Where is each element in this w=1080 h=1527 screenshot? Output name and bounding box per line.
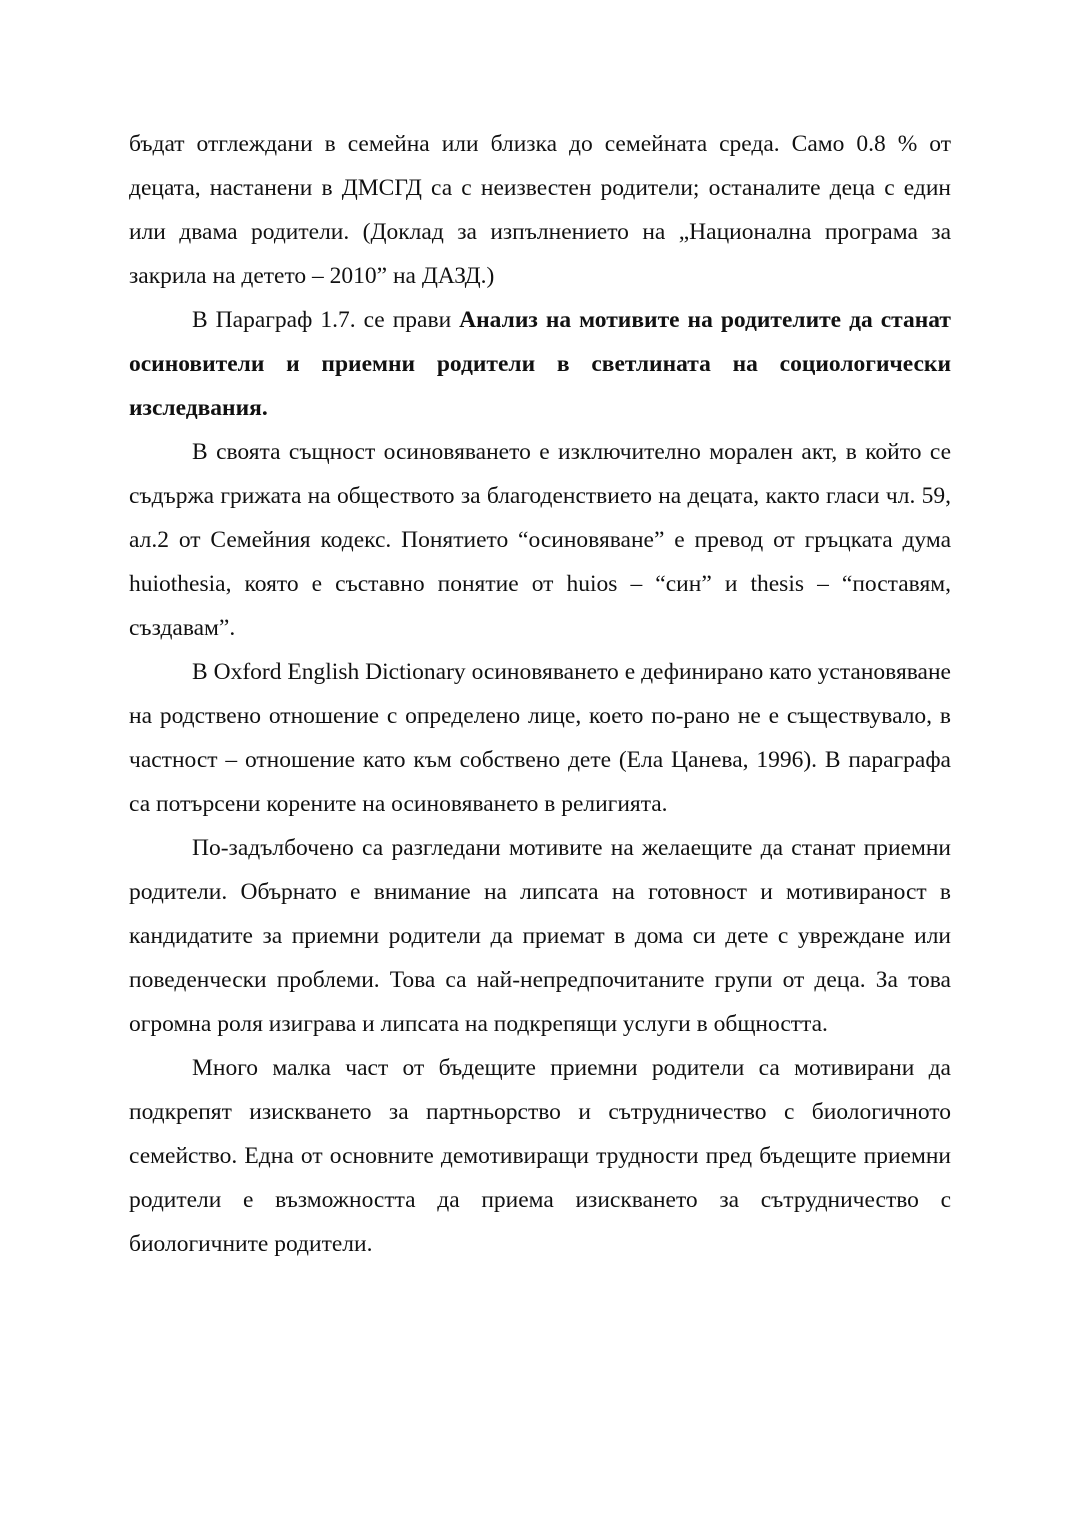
paragraph-2-lead: В Параграф 1.7. се прави xyxy=(192,307,460,333)
paragraph-4: В Oxford English Dictionary осиновяването е дефинирано като установяване на родствено отношение с определено лице, което по-рано не е съществувало, в частност – отношение като към собствено дете (Ела Цанева, 1996). В параграфа са потърсени корените на осиновяването в религията. xyxy=(129,659,951,817)
paragraph-6: Много малка част от бъдещите приемни родители са мотивирани да подкрепят изискването за партньорство и сътрудничество с биологичното семейство. Една от основните демотивиращи трудности пред бъдещите приемни родители е възможността да приема изискването за сътрудничество с биологичните родители. xyxy=(129,1055,951,1257)
paragraph-3: В своята същност осиновяването е изключително морален акт, в който се съдържа грижата на обществото за благоденствието на децата, както гласи чл. 59, ал.2 от Семейния кодекс. Понятието “осиновяване” е превод от гръцката дума huiothesia, която е съставно понятие от huios – “син” и thesis – “поставям, създавам”. xyxy=(129,439,951,641)
body-text xyxy=(129,122,951,1266)
paragraph-5: По-задълбочено са разгледани мотивите на желаещите да станат приемни родители. Обърнато е внимание на липсата на готовност и мотивираност в кандидатите за приемни родители да приемат в дома си дете с увреждане или поведенчески проблеми. Това са най-непредпочитаните групи от деца. За това огромна роля изиграва и липсата на подкрепящи услуги в общността. xyxy=(129,835,951,1037)
paragraph-2 xyxy=(129,298,951,430)
paragraph-1: бъдат отглеждани в семейна или близка до семейната среда. Само 0.8 % от децата, настанени в ДМСГД са с неизвестен родители; останалите деца с един или двама родители. (Доклад за изпълнението на „Национална програма за закрила на детето – 2010” на ДАЗД.) xyxy=(129,131,951,289)
paragraph-2-bold-title: Анализ на мотивите на родителите да станат осиновители и приемни родители в светлината на социологически изследвания. xyxy=(129,307,951,421)
